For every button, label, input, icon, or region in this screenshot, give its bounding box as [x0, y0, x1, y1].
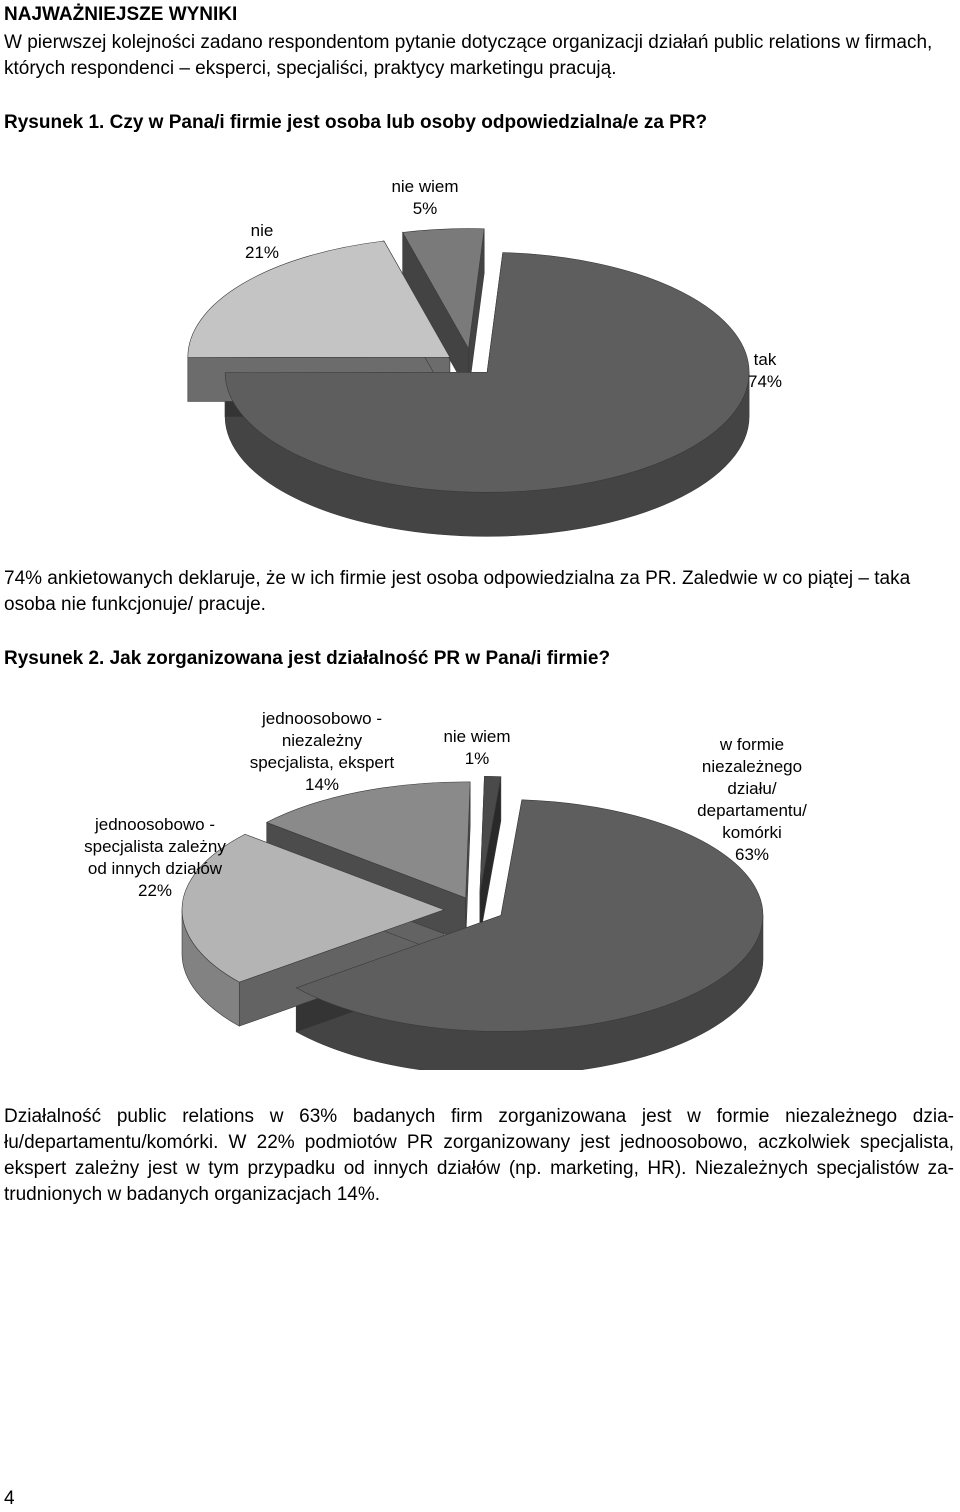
pie-label-line: 63%	[734, 845, 770, 864]
pie-label-line: komórki	[722, 823, 782, 842]
section-heading: NAJWAŻNIEJSZE WYNIKI	[4, 4, 238, 25]
pie-label-line: jednoosobowo -	[94, 815, 216, 834]
pie-label-line: od innych działów	[87, 859, 223, 878]
pie-label-line: nie wiem	[443, 727, 511, 746]
pie-data-label	[697, 735, 807, 864]
paragraph-2	[4, 1104, 954, 1208]
pie-data-label	[245, 221, 279, 262]
pie-data-label	[748, 350, 782, 391]
intro-line: W pierwszej kolejności zadano respondentom pytanie dotyczące organizacji działań public relations w firmach,	[4, 32, 933, 53]
paragraph-line: 74% ankietowanych deklaruje, że w ich firmie jest osoba odpowiedzialna za PR. Zaledwie w co piątej – taka	[4, 568, 911, 589]
pie-label-line: działu/	[727, 779, 777, 798]
pie-label-line: 22%	[137, 881, 173, 900]
pie-label-line: 5%	[412, 199, 438, 218]
paragraph-line: trudnionych w badanych organizacjach 14%.	[4, 1184, 381, 1205]
figure2-caption: Rysunek 2. Jak zorganizowana jest działalność PR w Pana/i firmie?	[4, 648, 611, 669]
pie-label-line: 14%	[304, 775, 340, 794]
paragraph-line: Działalność public relations w 63% badanych firm zorganizowana jest w formie niezależnego dzia-	[4, 1106, 954, 1127]
pie-label-line: tak	[753, 350, 777, 369]
intro-paragraph	[4, 30, 954, 82]
paragraph-line: osoba nie funkcjonuje/ pracuje.	[4, 594, 266, 615]
pie-label-line: 74%	[747, 372, 783, 391]
pie-label-line: niezależnego	[701, 757, 803, 776]
paragraph-1	[4, 566, 954, 618]
intro-line: których respondenci – eksperci, specjaliści, praktycy marketingu pracują.	[4, 58, 617, 79]
pie-label-line: jednoosobowo -	[261, 709, 383, 728]
pie-label-line: nie	[250, 221, 274, 240]
paragraph-line: ekspert zależny jest w tym przypadku od innych działów (np. marketing, HR). Niezależnych specjalistów za-	[4, 1158, 954, 1179]
page-number: 4	[4, 1488, 15, 1509]
figure1-pie-chart	[0, 160, 960, 540]
paragraph-line: łu/departamentu/komórki. W 22% podmiotów PR zorganizowany jest jednoosobowo, aczkolwiek specjalista,	[4, 1132, 954, 1153]
pie-label-line: nie wiem	[391, 177, 459, 196]
pie-label-line: specjalista zależny	[84, 837, 226, 856]
figure1-caption: Rysunek 1. Czy w Pana/i firmie jest osoba lub osoby odpowiedzialna/e za PR?	[4, 112, 708, 133]
pie-label-line: niezależny	[281, 731, 363, 750]
pie-data-label	[443, 727, 510, 768]
pie-label-line: w formie	[719, 735, 785, 754]
pie-label-line: 1%	[464, 749, 490, 768]
pie-label-line: departamentu/	[697, 801, 807, 820]
pie-data-label	[250, 709, 395, 794]
figure2-pie-chart	[0, 700, 960, 1070]
pie-data-label	[391, 177, 458, 218]
pie-label-line: specjalista, ekspert	[249, 753, 395, 772]
pie-label-line: 21%	[244, 243, 280, 262]
